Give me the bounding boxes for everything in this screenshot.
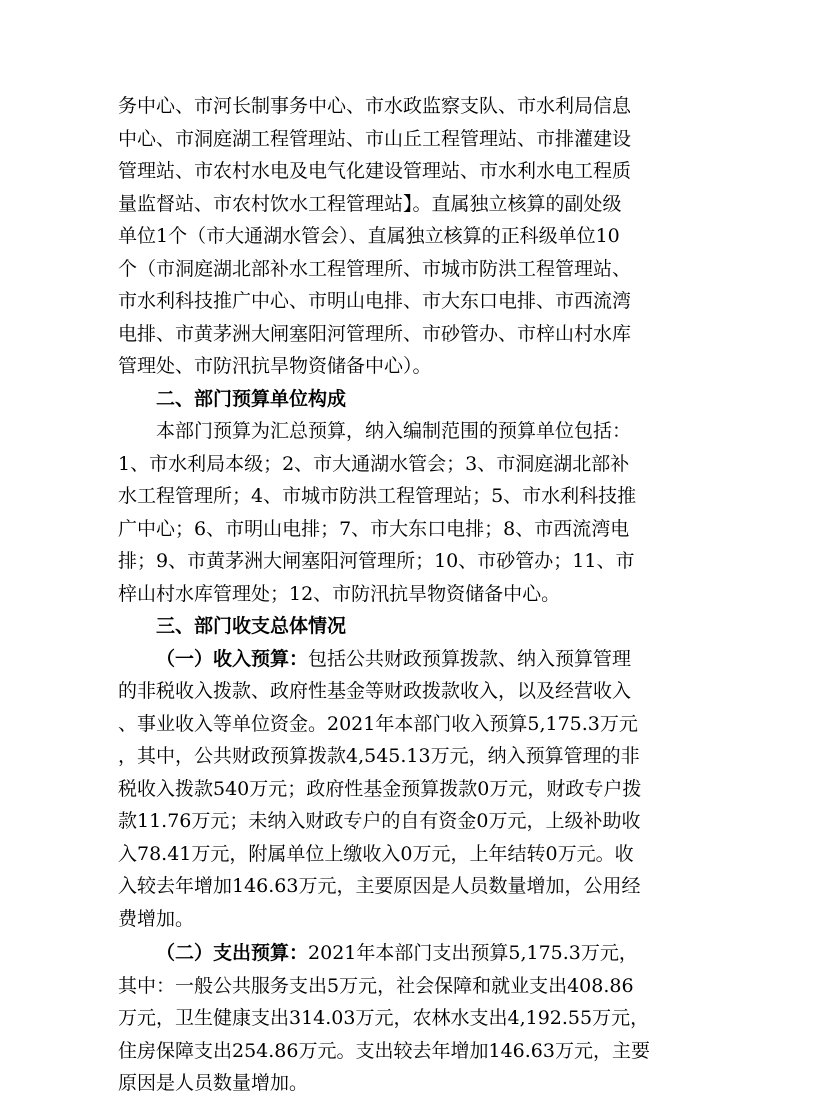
text-line: 务中心、市河长制事务中心、市水政监察支队、市水利局信息 bbox=[118, 95, 632, 117]
paragraph-income-budget bbox=[118, 643, 698, 936]
text-line: 万元，卫生健康支出314.03万元，农林水支出4,192.55万元， bbox=[118, 1007, 650, 1029]
document-body bbox=[118, 90, 698, 1100]
text-line: 本部门预算为汇总预算，纳入编制范围的预算单位包括： bbox=[156, 420, 632, 442]
text-line: 1、市水利局本级；2、市大通湖水管会；3、市洞庭湖北部补 bbox=[118, 452, 630, 475]
text-line: 原因是人员数量增加。 bbox=[118, 1072, 309, 1094]
text-line: 中心、市洞庭湖工程管理站、市山丘工程管理站、市排灌建设 bbox=[118, 127, 632, 150]
text-line: 税收入拨款540万元；政府性基金预算拨款0万元，财政专户拨 bbox=[118, 777, 642, 800]
paragraph-budget-units bbox=[118, 415, 698, 610]
text-line: 入较去年增加146.63万元，主要原因是人员数量增加，公用经 bbox=[118, 875, 641, 897]
text-line: 个（市洞庭湖北部补水工程管理所、市城市防洪工程管理站、 bbox=[118, 257, 632, 280]
paragraph-units-list bbox=[118, 90, 698, 383]
income-lead: （一）收入预算： bbox=[156, 647, 309, 670]
text-line bbox=[118, 643, 698, 676]
text-line: 量监督站、市农村饮水工程管理站】。直属独立核算的副处级 bbox=[118, 192, 622, 215]
paragraph-expense-budget bbox=[118, 937, 698, 1100]
text-line: 费增加。 bbox=[118, 907, 195, 930]
income-first-text: 包括公共财政预算拨款、纳入预算管理 bbox=[308, 647, 632, 670]
text-line: 、事业收入等单位资金。2021年本部门收入预算5,175.3万元 bbox=[118, 712, 638, 735]
text-line: 款11.76万元；未纳入财政专户的自有资金0万元，上级补助收 bbox=[118, 810, 641, 832]
text-line: 市水利科技推广中心、市明山电排、市大东口电排、市西流湾 bbox=[118, 290, 632, 312]
expense-lead: （二）支出预算： bbox=[156, 942, 309, 964]
section-heading-2: 二、部门预算单位构成 bbox=[156, 387, 347, 410]
text-line: 管理处、市防汛抗旱物资储备中心）。 bbox=[118, 355, 432, 377]
text-line: 广中心；6、市明山电排；7、市大东口电排；8、市西流湾电 bbox=[118, 517, 630, 540]
text-line: 入78.41万元，附属单位上缴收入0万元，上年结转0万元。收 bbox=[118, 842, 634, 865]
text-line: 单位1个（市大通湖水管会）、直属独立核算的正科级单位10 bbox=[118, 225, 620, 247]
text-line: 排；9、市黄茅洲大闸塞阳河管理所；10、市砂管办；11、市 bbox=[118, 550, 635, 572]
text-line: ，其中，公共财政预算拨款4,545.13万元，纳入预算管理的非 bbox=[118, 745, 640, 767]
text-line bbox=[118, 937, 698, 970]
text-line: 水工程管理所；4、市城市防洪工程管理站；5、市水利科技推 bbox=[118, 485, 637, 507]
section-heading-3: 三、部门收支总体情况 bbox=[156, 615, 347, 637]
text-line: 电排、市黄茅洲大闸塞阳河管理所、市砂管办、市梓山村水库 bbox=[118, 322, 632, 345]
text-line: 住房保障支出254.86万元。支出较去年增加146.63万元，主要 bbox=[118, 1039, 650, 1062]
text-line: 梓山村水库管理处；12、市防汛抗旱物资储备中心。 bbox=[118, 582, 561, 605]
text-line: 其中：一般公共服务支出5万元，社会保障和就业支出408.86 bbox=[118, 974, 634, 997]
text-line: 管理站、市农村水电及电气化建设管理站、市水利水电工程质 bbox=[118, 160, 632, 182]
expense-first-text: 2021年本部门支出预算5,175.3万元， bbox=[308, 942, 638, 964]
text-line: 的非税收入拨款、政府性基金等财政拨款收入，以及经营收入 bbox=[118, 680, 632, 702]
